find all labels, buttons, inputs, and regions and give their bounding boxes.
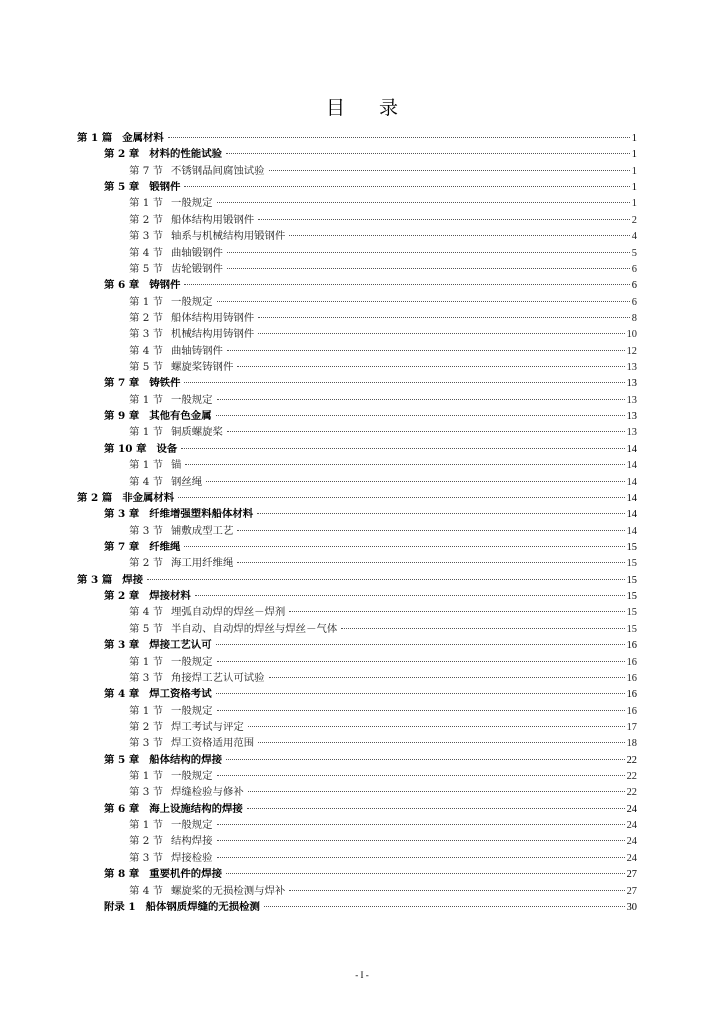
toc-entry-title: 船体结构用锻钢件 xyxy=(171,213,255,226)
toc-entry-page-number: 1 xyxy=(631,198,637,210)
toc-entry-page-number: 15 xyxy=(626,607,637,619)
toc-entry-title: 铸铁件 xyxy=(149,377,181,390)
toc-entry-title: 铸钢件 xyxy=(149,279,181,292)
toc-entry-title: 焊缝检验与修补 xyxy=(171,786,244,799)
toc-entry-title: 重要机件的焊接 xyxy=(149,868,222,881)
dot-leader xyxy=(289,611,624,612)
toc-entry-label xyxy=(129,654,213,670)
toc-entry[interactable] xyxy=(77,539,637,555)
toc-entry[interactable] xyxy=(77,490,637,506)
toc-entry-page-number: 30 xyxy=(626,901,637,913)
toc-entry-page-number: 8 xyxy=(631,312,637,324)
toc-entry-title: 一般规定 xyxy=(171,655,213,668)
toc-entry[interactable] xyxy=(77,850,637,866)
dot-leader xyxy=(217,661,625,662)
toc-entry-label xyxy=(129,817,213,833)
toc-entry-title: 船体结构用铸钢件 xyxy=(171,311,255,324)
toc-entry[interactable] xyxy=(77,245,637,261)
toc-entry[interactable] xyxy=(77,228,637,244)
toc-entry-title: 纤维增强塑料船体材料 xyxy=(149,508,254,521)
toc-entry-number: 第 3 篇 xyxy=(77,573,113,586)
toc-entry[interactable] xyxy=(77,670,637,686)
toc-entry-page-number: 22 xyxy=(626,771,637,783)
toc-entry-number: 第 5 节 xyxy=(129,361,163,374)
toc-entry-number: 第 3 节 xyxy=(129,524,163,537)
toc-entry-label xyxy=(104,506,253,522)
dot-leader xyxy=(217,202,630,203)
toc-entry[interactable] xyxy=(77,261,637,277)
toc-entry-page-number: 15 xyxy=(626,541,637,553)
toc-entry-number: 第 7 章 xyxy=(104,377,140,390)
toc-entry-title: 铜质螺旋桨 xyxy=(171,426,223,439)
toc-entry-page-number: 16 xyxy=(626,656,637,668)
toc-entry-page-number: 14 xyxy=(626,492,637,504)
toc-entry-page-number: 17 xyxy=(626,721,637,733)
toc-entry-title: 齿轮锻钢件 xyxy=(171,262,223,275)
toc-entry[interactable] xyxy=(77,883,637,899)
toc-entry-label xyxy=(104,637,212,653)
toc-entry-title: 焊接材料 xyxy=(149,590,191,603)
toc-entry-label xyxy=(129,735,254,751)
toc-entry-page-number: 13 xyxy=(626,394,637,406)
toc-entry-title: 焊工考试与评定 xyxy=(171,720,244,733)
toc-entry-page-number: 24 xyxy=(626,803,637,815)
toc-entry-number: 第 7 节 xyxy=(129,164,163,177)
toc-entry-page-number: 1 xyxy=(631,182,637,194)
toc-entry-number: 第 2 章 xyxy=(104,590,140,603)
toc-entry-title: 半自动、自动焊的焊丝与焊丝－气体 xyxy=(171,622,338,635)
toc-entry-page-number: 14 xyxy=(626,460,637,472)
toc-entry-page-number: 16 xyxy=(626,672,637,684)
toc-entry-page-number: 13 xyxy=(626,427,637,439)
toc-entry-title: 其他有色金属 xyxy=(149,410,212,423)
toc-entry-number: 第 1 节 xyxy=(129,393,163,406)
toc-entry-title: 螺旋桨的无损检测与焊补 xyxy=(171,884,286,897)
toc-entry-number: 第 3 章 xyxy=(104,639,140,652)
dot-leader xyxy=(184,546,624,547)
toc-entry-page-number: 1 xyxy=(631,165,637,177)
toc-entry-number: 第 3 节 xyxy=(129,671,163,684)
toc-entry-label xyxy=(129,621,337,637)
toc-entry-label xyxy=(104,588,191,604)
toc-entry-page-number: 10 xyxy=(626,329,637,341)
toc-entry-label xyxy=(129,850,213,866)
toc-entry-label xyxy=(129,392,213,408)
toc-entry-number: 第 5 节 xyxy=(129,622,163,635)
toc-entry[interactable] xyxy=(77,768,637,784)
toc-entry-title: 曲轴锻钢件 xyxy=(171,246,223,259)
toc-entry[interactable] xyxy=(77,719,637,735)
dot-leader xyxy=(227,268,630,269)
toc-entry-number: 第 1 节 xyxy=(129,295,163,308)
toc-entry-page-number: 15 xyxy=(626,623,637,635)
toc-entry-number: 第 6 章 xyxy=(104,279,140,292)
toc-entry-title: 一般规定 xyxy=(171,393,213,406)
toc-entry[interactable] xyxy=(77,424,637,440)
dot-leader xyxy=(269,677,625,678)
toc-entry-page-number: 1 xyxy=(631,133,637,144)
toc-entry[interactable] xyxy=(77,310,637,326)
toc-entry-title: 一般规定 xyxy=(171,704,213,717)
toc-entry-label xyxy=(129,261,223,277)
toc-entry[interactable] xyxy=(77,817,637,833)
dot-leader xyxy=(248,726,625,727)
dot-leader xyxy=(257,513,624,514)
toc-entry-label xyxy=(104,686,212,702)
toc-entry-title: 结构焊接 xyxy=(171,835,213,848)
toc-entry-title: 焊工资格适用范围 xyxy=(171,737,255,750)
toc-entry-label xyxy=(104,539,180,555)
toc-entry-label xyxy=(104,408,212,424)
toc-entry-label xyxy=(129,703,213,719)
page-title: 目 录 xyxy=(325,97,413,119)
toc-entry-label xyxy=(104,866,222,882)
toc-entry-number: 第 2 节 xyxy=(129,835,163,848)
toc-entry-number: 第 2 节 xyxy=(129,213,163,226)
toc-entry-number: 第 2 节 xyxy=(129,720,163,733)
dot-leader xyxy=(258,219,630,220)
toc-entry-label xyxy=(129,474,202,490)
toc-entry-title: 纤维绳 xyxy=(149,540,181,553)
toc-entry-label xyxy=(129,555,233,571)
toc-entry-page-number: 15 xyxy=(626,574,637,586)
toc-entry-label xyxy=(129,457,181,473)
toc-entry-label xyxy=(129,424,223,440)
toc-entry-title: 非金属材料 xyxy=(122,491,175,504)
toc-entry-title: 不锈钢晶间腐蚀试验 xyxy=(171,164,265,177)
toc-entry-number: 第 2 节 xyxy=(129,311,163,324)
toc-entry-number: 第 5 章 xyxy=(104,181,140,194)
dot-leader xyxy=(289,890,624,891)
toc-entry-number: 第 1 篇 xyxy=(77,132,113,144)
toc-entry-number: 第 5 章 xyxy=(104,753,140,766)
toc-entry-number: 第 4 节 xyxy=(129,884,163,897)
dot-leader xyxy=(341,628,624,629)
toc-entry-number: 第 1 节 xyxy=(129,704,163,717)
dot-leader xyxy=(269,170,630,171)
toc-entry-page-number: 12 xyxy=(626,345,637,357)
toc-entry[interactable] xyxy=(77,375,637,391)
toc-entry-label xyxy=(129,245,223,261)
dot-leader xyxy=(264,906,625,907)
toc-entry-number: 第 1 节 xyxy=(129,426,163,439)
toc-entry-title: 锚 xyxy=(171,459,182,472)
toc-entry[interactable] xyxy=(77,588,637,604)
toc-entry[interactable] xyxy=(77,212,637,228)
toc-entry-title: 焊接 xyxy=(122,573,144,586)
toc-entry-label xyxy=(129,670,265,686)
toc-entry-number: 第 1 节 xyxy=(129,819,163,832)
toc-entry-page-number: 27 xyxy=(626,885,637,897)
toc-entry-number: 第 1 节 xyxy=(129,770,163,783)
toc-entry-page-number: 16 xyxy=(626,689,637,701)
toc-entry-label xyxy=(104,899,260,915)
toc-entry-page-number: 14 xyxy=(626,525,637,537)
dot-leader xyxy=(184,186,629,187)
toc-entry[interactable] xyxy=(77,326,637,342)
dot-leader xyxy=(217,301,630,302)
toc-entry-page-number: 15 xyxy=(626,558,637,570)
toc-entry-page-number: 4 xyxy=(631,231,637,243)
toc-entry-title: 焊接工艺认可 xyxy=(149,639,212,652)
toc-entry-title: 曲轴铸钢件 xyxy=(171,344,223,357)
dot-leader xyxy=(289,235,630,236)
toc-entry-number: 第 1 节 xyxy=(129,655,163,668)
toc-entry-title: 金属材料 xyxy=(122,132,164,144)
dot-leader xyxy=(178,497,624,498)
toc-entry[interactable] xyxy=(77,555,637,571)
toc-entry[interactable] xyxy=(77,523,637,539)
toc-entry-page-number: 14 xyxy=(626,443,637,455)
toc-entry[interactable] xyxy=(77,195,637,211)
toc-entry[interactable] xyxy=(77,572,637,588)
toc-entry[interactable] xyxy=(77,784,637,800)
dot-leader xyxy=(258,333,624,334)
toc-entry[interactable] xyxy=(77,474,637,490)
toc-entry[interactable] xyxy=(77,441,637,457)
dot-leader xyxy=(217,840,625,841)
toc-entry-number: 第 2 篇 xyxy=(77,491,113,504)
dot-leader xyxy=(184,284,629,285)
toc-entry-title: 螺旋桨铸钢件 xyxy=(171,361,234,374)
toc-entry[interactable] xyxy=(77,408,637,424)
toc-entry-number: 第 4 节 xyxy=(129,246,163,259)
toc-entry-number: 第 2 章 xyxy=(104,148,140,161)
toc-entry-number: 第 10 章 xyxy=(104,442,147,455)
toc-entry-title: 铺敷成型工艺 xyxy=(171,524,234,537)
toc-entry-label xyxy=(104,146,222,162)
toc-entry-label xyxy=(129,343,223,359)
dot-leader xyxy=(217,710,625,711)
toc-entry-number: 第 1 节 xyxy=(129,459,163,472)
toc-entry-label xyxy=(129,359,233,375)
toc-entry[interactable] xyxy=(77,343,637,359)
toc-entry-number: 第 7 章 xyxy=(104,540,140,553)
dot-leader xyxy=(195,595,625,596)
dot-leader xyxy=(185,464,624,465)
toc-entry-title: 焊接检验 xyxy=(171,851,213,864)
toc-entry-page-number: 15 xyxy=(626,591,637,603)
toc-entry-title: 海工用纤维绳 xyxy=(171,557,234,570)
toc-entry[interactable] xyxy=(77,686,637,702)
toc-entry[interactable] xyxy=(77,130,637,146)
toc-entry[interactable] xyxy=(77,866,637,882)
toc-entry[interactable] xyxy=(77,899,637,915)
toc-entry-title: 船体结构的焊接 xyxy=(149,753,222,766)
toc-entry-page-number: 18 xyxy=(626,738,637,750)
toc-entry-page-number: 2 xyxy=(631,214,637,226)
toc-entry-label xyxy=(129,768,213,784)
toc-entry-number: 第 4 节 xyxy=(129,475,163,488)
toc-entry-label xyxy=(129,784,244,800)
toc-entry[interactable] xyxy=(77,654,637,670)
dot-leader xyxy=(217,857,625,858)
toc-entry-number: 第 3 节 xyxy=(129,851,163,864)
toc-entry-label xyxy=(129,833,213,849)
toc-entry-page-number: 13 xyxy=(626,411,637,423)
toc-entry-page-number: 24 xyxy=(626,820,637,832)
toc-entry[interactable] xyxy=(77,703,637,719)
toc-entry-label xyxy=(104,441,177,457)
dot-leader xyxy=(217,775,625,776)
dot-leader xyxy=(216,415,625,416)
toc-entry-page-number: 22 xyxy=(626,754,637,766)
toc-entry-label xyxy=(129,310,254,326)
toc-entry[interactable] xyxy=(77,621,637,637)
toc-entry-label xyxy=(104,801,243,817)
toc-entry-label xyxy=(129,294,213,310)
toc-entry-label xyxy=(129,212,254,228)
dot-leader xyxy=(247,808,625,809)
dot-leader xyxy=(226,759,625,760)
toc-entry[interactable] xyxy=(77,506,637,522)
toc-entry-label xyxy=(104,277,180,293)
toc-entry[interactable] xyxy=(77,752,637,768)
toc-entry-title: 海上设施结构的焊接 xyxy=(149,802,243,815)
dot-leader xyxy=(217,399,625,400)
toc-entry-page-number: 13 xyxy=(626,378,637,390)
toc-entry-page-number: 27 xyxy=(626,869,637,881)
dot-leader xyxy=(237,366,624,367)
toc-entry-title: 机械结构用铸钢件 xyxy=(171,328,255,341)
dot-leader xyxy=(226,873,625,874)
toc-entry[interactable] xyxy=(77,735,637,751)
dot-leader xyxy=(258,317,630,318)
toc-entry-number: 第 3 章 xyxy=(104,508,140,521)
toc-entry-number: 第 3 节 xyxy=(129,230,163,243)
toc-entry-number: 第 2 节 xyxy=(129,557,163,570)
dot-leader xyxy=(216,644,625,645)
toc-entry-page-number: 16 xyxy=(626,705,637,717)
toc-entry-number: 附录 1 xyxy=(104,900,136,913)
toc-entry-label xyxy=(104,179,180,195)
toc-entry-page-number: 24 xyxy=(626,852,637,864)
toc-entry-label xyxy=(77,490,174,506)
toc-entry-number: 第 3 节 xyxy=(129,737,163,750)
toc-entry-page-number: 1 xyxy=(631,149,637,161)
toc-entry[interactable] xyxy=(77,392,637,408)
toc-entry-label xyxy=(77,572,143,588)
toc-entry-title: 一般规定 xyxy=(171,819,213,832)
toc-entry-number: 第 9 章 xyxy=(104,410,140,423)
toc-entry-page-number: 22 xyxy=(626,787,637,799)
table-of-contents xyxy=(77,130,637,915)
toc-entry-label xyxy=(129,195,213,211)
dot-leader xyxy=(227,350,625,351)
toc-entry-page-number: 5 xyxy=(631,247,637,259)
dot-leader xyxy=(237,530,624,531)
toc-entry-title: 一般规定 xyxy=(171,770,213,783)
toc-entry-label xyxy=(104,375,180,391)
toc-entry-number: 第 5 节 xyxy=(129,262,163,275)
toc-entry-title: 一般规定 xyxy=(171,295,213,308)
toc-entry-title: 锻钢件 xyxy=(149,181,181,194)
dot-leader xyxy=(217,824,625,825)
dot-leader xyxy=(258,742,624,743)
dot-leader xyxy=(147,579,625,580)
toc-entry-number: 第 8 章 xyxy=(104,868,140,881)
toc-entry[interactable] xyxy=(77,637,637,653)
dot-leader xyxy=(216,693,625,694)
toc-entry-number: 第 4 节 xyxy=(129,344,163,357)
dot-leader xyxy=(226,153,630,154)
dot-leader xyxy=(184,382,624,383)
toc-entry-title: 船体钢质焊缝的无损检测 xyxy=(145,900,260,913)
toc-entry-title: 钢丝绳 xyxy=(171,475,203,488)
toc-entry[interactable] xyxy=(77,146,637,162)
toc-entry-title: 角接焊工艺认可试验 xyxy=(171,671,265,684)
toc-entry-page-number: 14 xyxy=(626,509,637,521)
toc-entry-page-number: 6 xyxy=(631,296,637,308)
toc-entry[interactable] xyxy=(77,604,637,620)
toc-entry-page-number: 24 xyxy=(626,836,637,848)
toc-entry-number: 第 6 章 xyxy=(104,802,140,815)
toc-entry-label xyxy=(129,326,254,342)
toc-entry-label xyxy=(77,130,164,146)
toc-entry[interactable] xyxy=(77,801,637,817)
toc-entry-number: 第 3 节 xyxy=(129,328,163,341)
toc-entry-label xyxy=(129,883,285,899)
toc-entry-page-number: 6 xyxy=(631,280,637,292)
dot-leader xyxy=(227,252,630,253)
toc-entry-title: 焊工资格考试 xyxy=(149,688,212,701)
dot-leader xyxy=(168,137,630,138)
toc-entry-title: 一般规定 xyxy=(171,197,213,210)
toc-entry-number: 第 4 节 xyxy=(129,606,163,619)
toc-entry-page-number: 16 xyxy=(626,640,637,652)
toc-entry-title: 埋弧自动焊的焊丝－焊剂 xyxy=(171,606,286,619)
toc-entry-number: 第 1 节 xyxy=(129,197,163,210)
toc-entry[interactable] xyxy=(77,833,637,849)
toc-entry-title: 轴系与机械结构用锻钢件 xyxy=(171,230,286,243)
dot-leader xyxy=(206,481,624,482)
toc-entry-number: 第 4 章 xyxy=(104,688,140,701)
dot-leader xyxy=(237,562,624,563)
toc-entry-page-number: 13 xyxy=(626,362,637,374)
toc-entry[interactable] xyxy=(77,294,637,310)
toc-entry[interactable] xyxy=(77,179,637,195)
toc-entry-label xyxy=(129,719,244,735)
toc-entry-page-number: 14 xyxy=(626,476,637,488)
toc-entry[interactable] xyxy=(77,457,637,473)
toc-entry-label xyxy=(129,604,285,620)
toc-entry-title: 设备 xyxy=(156,442,178,455)
page-number-footer: - I - xyxy=(355,970,369,980)
toc-entry[interactable] xyxy=(77,277,637,293)
toc-entry-label xyxy=(129,228,285,244)
toc-entry-number: 第 3 节 xyxy=(129,786,163,799)
toc-entry-label xyxy=(129,163,265,179)
dot-leader xyxy=(248,791,625,792)
toc-entry-title: 材料的性能试验 xyxy=(149,148,222,161)
toc-entry[interactable] xyxy=(77,163,637,179)
toc-entry-label xyxy=(104,752,222,768)
toc-entry-page-number: 6 xyxy=(631,263,637,275)
dot-leader xyxy=(227,431,625,432)
toc-entry-label xyxy=(129,523,233,539)
dot-leader xyxy=(181,448,624,449)
toc-entry[interactable] xyxy=(77,359,637,375)
